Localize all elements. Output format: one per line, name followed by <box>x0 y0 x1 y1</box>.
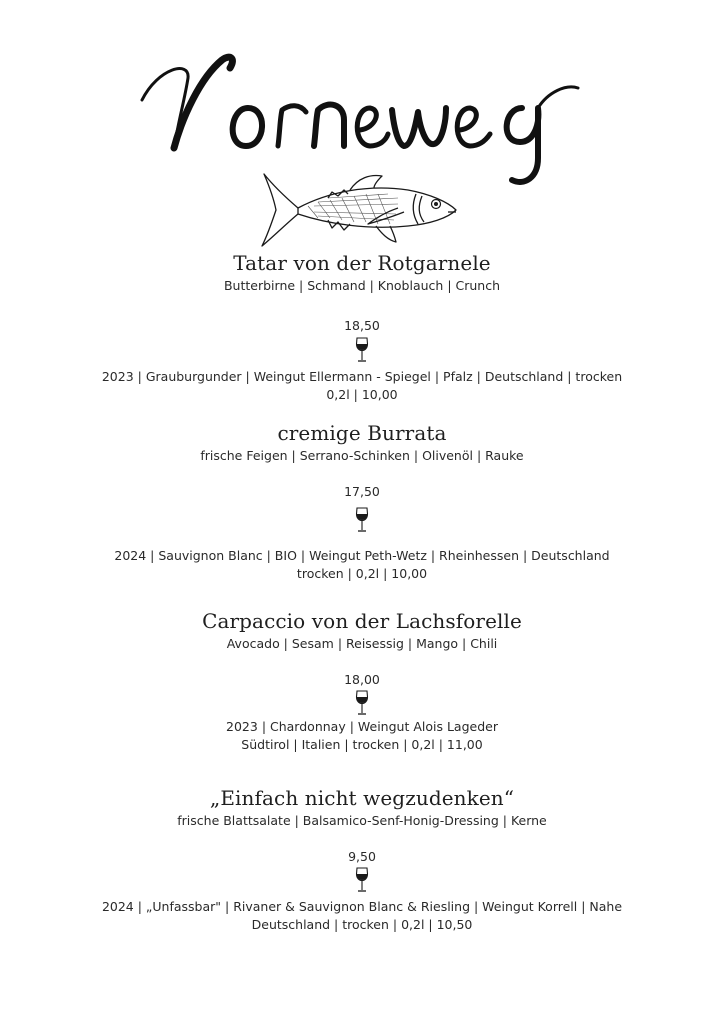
dish-title: Tatar von der Rotgarnele <box>233 251 491 275</box>
dish-description: Butterbirne | Schmand | Knoblauch | Crunch <box>223 278 501 293</box>
menu-heading <box>0 38 724 188</box>
dish-price: 17,50 <box>344 484 380 499</box>
dish-description: Avocado | Sesam | Reisessig | Mango | Chili <box>226 636 498 651</box>
wine-pairing-line-1: 2023 | Grauburgunder | Weingut Ellermann - Spiegel | Pfalz | Deutschland | trocken <box>101 369 623 384</box>
wine-glass-icon <box>355 507 369 533</box>
dish-price: 18,50 <box>344 318 380 333</box>
wine-glass-icon <box>355 337 369 363</box>
wine-glass-icon <box>355 690 369 716</box>
wine-pairing-line-1: 2023 | Chardonnay | Weingut Alois Lageder <box>226 719 498 734</box>
dish-title: „Einfach nicht wegzudenken“ <box>209 786 515 810</box>
dish-price: 18,00 <box>344 672 380 687</box>
dish-title: cremige Burrata <box>277 421 447 445</box>
heading-script-lettering <box>130 38 590 188</box>
menu-item <box>0 420 724 583</box>
wine-pairing-line-2: Deutschland | trocken | 0,2l | 10,50 <box>251 917 473 932</box>
wine-pairing-line-2: Südtirol | Italien | trocken | 0,2l | 11,00 <box>241 737 483 752</box>
dish-description: frische Feigen | Serrano-Schinken | Olivenöl | Rauke <box>200 448 524 463</box>
wine-pairing-line-1: 2024 | „Unfassbar" | Rivaner & Sauvignon Blanc & Riesling | Weingut Korrell | Nahe <box>101 899 623 914</box>
dish-description: frische Blattsalate | Balsamico-Senf-Honig-Dressing | Kerne <box>177 813 547 828</box>
wine-glass-icon <box>355 867 369 893</box>
wine-pairing-line-2: 0,2l | 10,00 <box>326 387 398 402</box>
menu-item <box>0 250 724 404</box>
dish-title: Carpaccio von der Lachsforelle <box>202 609 522 633</box>
dish-price: 9,50 <box>348 849 376 864</box>
menu-item <box>0 785 724 934</box>
tuna-fish-icon <box>258 168 464 250</box>
wine-pairing-line-1: 2024 | Sauvignon Blanc | BIO | Weingut Peth-Wetz | Rheinhessen | Deutschland <box>114 548 610 563</box>
menu-item <box>0 608 724 754</box>
wine-pairing-line-2: trocken | 0,2l | 10,00 <box>296 566 428 581</box>
